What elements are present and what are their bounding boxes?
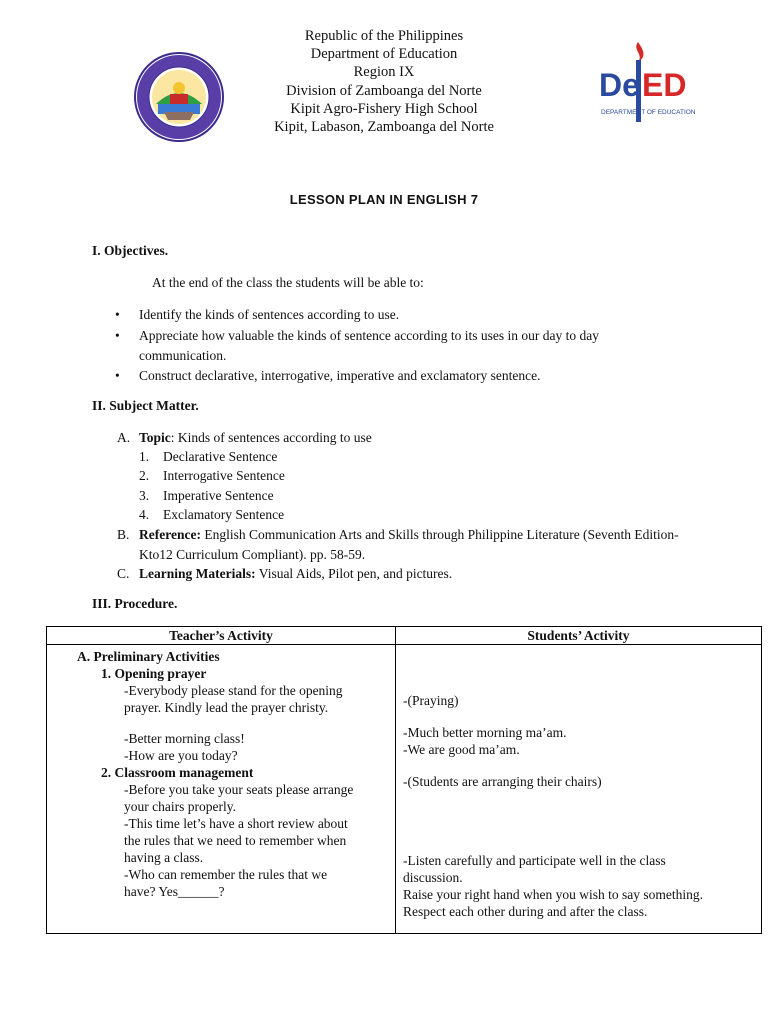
reference-label: Reference:	[139, 527, 201, 542]
topic-text: : Kinds of sentences according to use	[170, 430, 372, 445]
activity-table	[46, 626, 762, 934]
teacher-line: -This time let’s have a short review about	[124, 816, 348, 831]
teacher-column-header: Teacher’s Activity	[47, 627, 396, 645]
student-line: Respect each other during and after the class.	[403, 904, 648, 919]
procedure-heading: III. Procedure.	[92, 596, 178, 611]
teacher-line: having a class.	[124, 850, 204, 865]
teacher-activity-cell	[47, 645, 396, 934]
teacher-line: your chairs properly.	[124, 799, 236, 814]
student-line: Raise your right hand when you wish to say something.	[403, 887, 703, 902]
subject-matter-heading: II. Subject Matter.	[92, 398, 199, 413]
header-line: Republic of the Philippines	[304, 28, 464, 44]
student-line: -(Students are arranging their chairs)	[403, 774, 602, 789]
subtopic-item: 1. Declarative Sentence	[139, 449, 278, 464]
header-line: Division of Zamboanga del Norte	[286, 82, 482, 99]
deped-tagline: DEPARTMENT OF EDUCATION	[601, 109, 696, 116]
header-line: Region IX	[353, 64, 415, 81]
teacher-line: -Everybody please stand for the opening	[124, 683, 343, 698]
bullet-icon: •	[115, 307, 120, 322]
objectives-heading: I. Objectives.	[92, 243, 169, 258]
reference-text: English Communication Arts and Skills through Philippine Literature (Seventh Edition-Kto12 Curriculum Compliant). pp. 58-59.	[139, 527, 679, 562]
materials-item: C. Learning Materials: Visual Aids, Pilot pen, and pictures.	[117, 566, 453, 581]
bullet-icon: •	[115, 368, 120, 383]
topic-item: A. Topic: Kinds of sentences according to use	[117, 430, 372, 445]
bullet-icon: •	[115, 328, 120, 343]
students-activity-cell	[396, 645, 762, 934]
classroom-management-heading: 2. Classroom management	[101, 765, 254, 780]
objectives-intro: At the end of the class the students will be able to:	[152, 275, 424, 290]
student-line: -(Praying)	[403, 693, 459, 708]
objective-item: • Identify the kinds of sentences according to use.	[115, 305, 695, 325]
teacher-line: -Before you take your seats please arrange	[124, 782, 354, 797]
student-line: -Listen carefully and participate well in the class	[403, 853, 666, 868]
subtopic-item: 3. Imperative Sentence	[139, 488, 274, 503]
subtopic-item: 4. Exclamatory Sentence	[139, 507, 285, 522]
school-header	[0, 27, 768, 136]
topic-label: Topic	[139, 430, 171, 445]
svg-text:De: De	[599, 67, 640, 103]
header-line: Kipit Agro-Fishery High School	[290, 100, 478, 117]
teacher-line: -How are you today?	[124, 748, 238, 763]
students-column-header: Students’ Activity	[396, 627, 762, 645]
teacher-line: the rules that we need to remember when	[124, 833, 347, 848]
materials-label: Learning Materials:	[139, 566, 256, 581]
svg-text:ED: ED	[642, 67, 687, 103]
subtopic-item: 2. Interrogative Sentence	[139, 468, 285, 483]
student-line: discussion.	[403, 870, 463, 885]
objective-item: • Construct declarative, interrogative, imperative and exclamatory sentence.	[115, 366, 695, 386]
materials-text: Visual Aids, Pilot pen, and pictures.	[258, 566, 453, 581]
header-line: Department of Education	[310, 46, 458, 63]
teacher-line: prayer. Kindly lead the prayer christy.	[124, 700, 329, 715]
student-line: -We are good ma’am.	[403, 742, 520, 757]
objective-item: • Appreciate how valuable the kinds of sentence according to its uses in our day to day communication.	[115, 328, 599, 363]
preliminary-activities-heading: A. Preliminary Activities	[77, 649, 220, 664]
reference-item: B. Reference: English Communication Arts and Skills through Philippine Literature (Seventh Edition-Kto12 Curriculum Compliant). pp. 58-59.	[117, 527, 679, 562]
header-line: Kipit, Labason, Zamboanga del Norte	[274, 119, 494, 136]
student-line: -Much better morning ma’am.	[403, 725, 567, 740]
teacher-line: -Who can remember the rules that we	[124, 867, 328, 882]
teacher-line: -Better morning class!	[124, 731, 245, 746]
teacher-line: have? Yes______?	[124, 884, 225, 899]
opening-prayer-heading: 1. Opening prayer	[101, 666, 207, 681]
document-title: LESSON PLAN IN ENGLISH 7	[289, 192, 479, 207]
